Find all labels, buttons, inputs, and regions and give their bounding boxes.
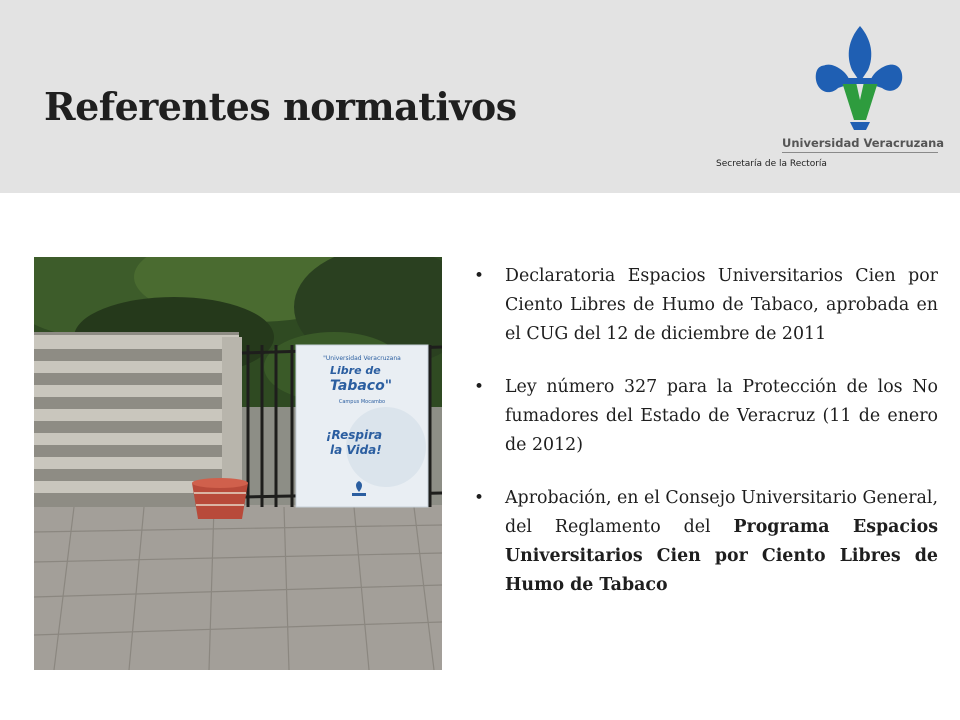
bullet-item <box>470 484 938 600</box>
university-logo <box>778 22 945 160</box>
logo-university-name: Universidad Veracruzana <box>782 136 938 153</box>
bullet-text: Aprobación, en el Consejo Universitario General, del Reglamento del <box>505 488 938 537</box>
bullet-list <box>470 262 938 624</box>
banner-text-3: Tabaco" <box>330 378 393 394</box>
header-band <box>0 0 960 193</box>
fleur-de-lis-icon <box>812 22 908 132</box>
banner-text-1: "Universidad Veracruzana <box>323 355 401 362</box>
banner-text-5: ¡Respira <box>326 428 383 442</box>
bullet-text: Declaratoria Espacios Universitarios Cien por Ciento Libres de Humo de Tabaco, aprobada en el CUG del 12 de diciembre de 2011 <box>505 266 938 344</box>
slide-title: Referentes normativos <box>44 84 517 129</box>
bullet-item <box>470 262 938 349</box>
banner-text-4: Campus Mocambo <box>338 399 386 405</box>
photo-illustration <box>34 257 442 670</box>
bullet-bold-text: Programa Espacios Universitarios Cien por Ciento Libres de Humo de Tabaco <box>505 517 938 595</box>
bullet-text: Ley número 327 para la Protección de los No fumadores del Estado de Veracruz (11 de enero de 2012) <box>505 377 938 455</box>
campus-photo <box>34 257 442 670</box>
banner-text-6: la Vida! <box>330 443 382 457</box>
department-subtitle: Secretaría de la Rectoría <box>716 159 827 169</box>
banner-text-2: Libre de <box>330 364 381 377</box>
bullet-item <box>470 373 938 460</box>
